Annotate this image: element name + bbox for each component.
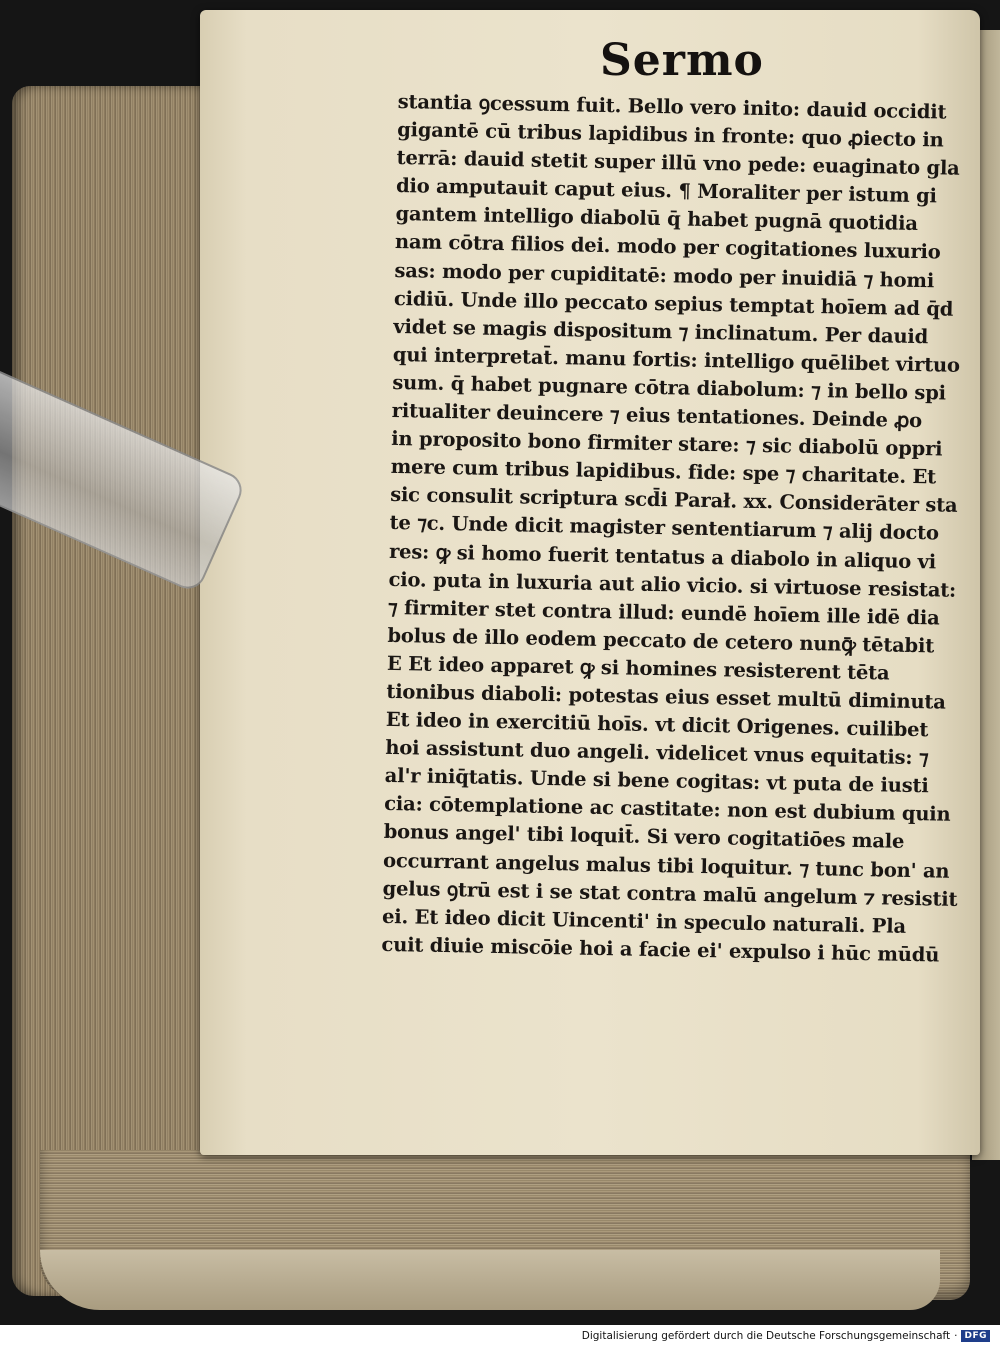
text-line: mere cum tribus lapidibus. fide: spe ⁊ charitate. Et xyxy=(390,455,937,489)
text-line: videt se magis dispositum ⁊ inclinatum. Per dauid xyxy=(393,314,929,348)
text-line: te ⁊c. Unde dicit magister sententiarum ⁊ alij docto xyxy=(389,511,940,545)
text-line: bonus angel' tibi loquit̄. Si vero cogitatiōes male xyxy=(383,820,905,854)
credit-text: Digitalisierung gefördert durch die Deutsche Forschungsgemeinschaft xyxy=(581,1330,951,1342)
text-line: sas: modo per cupiditatē: modo per inuidiā ⁊ homi xyxy=(394,258,935,292)
text-line: al'r iniq̄tatis. Unde si bene cogitas: vt puta de iusti xyxy=(384,764,929,798)
text-line: ritualiter deuincere ⁊ eius tentationes. Deinde ꝓo xyxy=(391,398,923,433)
text-line: res: ꝙ si homo fuerit tentatus a diabolo in aliquo vi xyxy=(388,539,937,573)
text-line: hoi assistunt duo angeli. videlicet vnus equitatis: ⁊ xyxy=(385,736,929,770)
text-line: gigantē cū tribus lapidibus in fronte: quo ꝓiecto in xyxy=(396,118,944,152)
page-headline: Sermo xyxy=(600,35,764,86)
book-binding xyxy=(40,1250,940,1310)
text-line: terrā: dauid stetit super illū vno pede: euaginato gla xyxy=(396,146,960,180)
text-block xyxy=(381,88,961,969)
digitization-credit: Digitalisierung gefördert durch die Deutsche Forschungsgemeinschaft · DFG xyxy=(582,1330,990,1342)
page-edges-left xyxy=(12,86,212,1296)
text-line: ⁊ firmiter stet contra illud: eundē hoīem ille idē dia xyxy=(387,595,940,630)
text-line: cio. puta in luxuria aut alio vicio. si virtuose resistat: xyxy=(388,567,957,602)
text-line: tionibus diaboli: potestas eius esset multū diminuta xyxy=(386,679,946,714)
text-line: ei. Et ideo dicit Uincenti' in speculo naturali. Pla xyxy=(381,904,907,938)
text-line: qui interpretat̄. manu fortis: intelligo quēlibet virtuo xyxy=(392,342,961,377)
text-line: cuit diuie miscōie hoi a facie ei' expulso i hūc mūdū xyxy=(381,932,940,967)
text-line: Et ideo in exercitiū hoīs. vt dicit Origenes. cuilibet xyxy=(385,707,929,742)
text-line: dio amputauit caput eius. ¶ Moraliter per istum gi xyxy=(395,174,937,208)
text-line: nam cōtra filios dei. modo per cogitationes luxurio xyxy=(394,230,941,264)
text-line: cidiū. Unde illo peccato sepius temptat hoīem ad q̄d xyxy=(393,286,954,321)
text-line: stantia ꝯcessum fuit. Bello vero inito: dauid occidit xyxy=(397,89,947,124)
dfg-logo: DFG xyxy=(961,1330,990,1342)
text-line: cia: cōtemplatione ac castitate: non est dubium quin xyxy=(384,792,951,827)
text-line: sum. q̄ habet pugnare cōtra diabolum: ⁊ in bello spi xyxy=(392,370,947,405)
text-line: sic consulit scriptura scd̄i Parał. xx. Considerāter sta xyxy=(389,483,958,518)
text-line: occurrant angelus malus tibi loquitur. ⁊ tunc bon' an xyxy=(382,848,950,883)
text-line: gelus ꝯtrū est i se stat contra malū angelum ⁊ resistit xyxy=(382,876,958,911)
text-line: E Et ideo apparet ꝙ si homines resisterent tēta xyxy=(386,651,890,685)
text-line: in proposito bono firmiter stare: ⁊ sic diabolū oppri xyxy=(391,427,943,461)
text-line: bolus de illo eodem peccato de cetero nunꝙ̄ tētabit xyxy=(387,623,935,658)
text-line: gantem intelligo diabolū q̄ habet pugnā quotidia xyxy=(395,202,918,236)
